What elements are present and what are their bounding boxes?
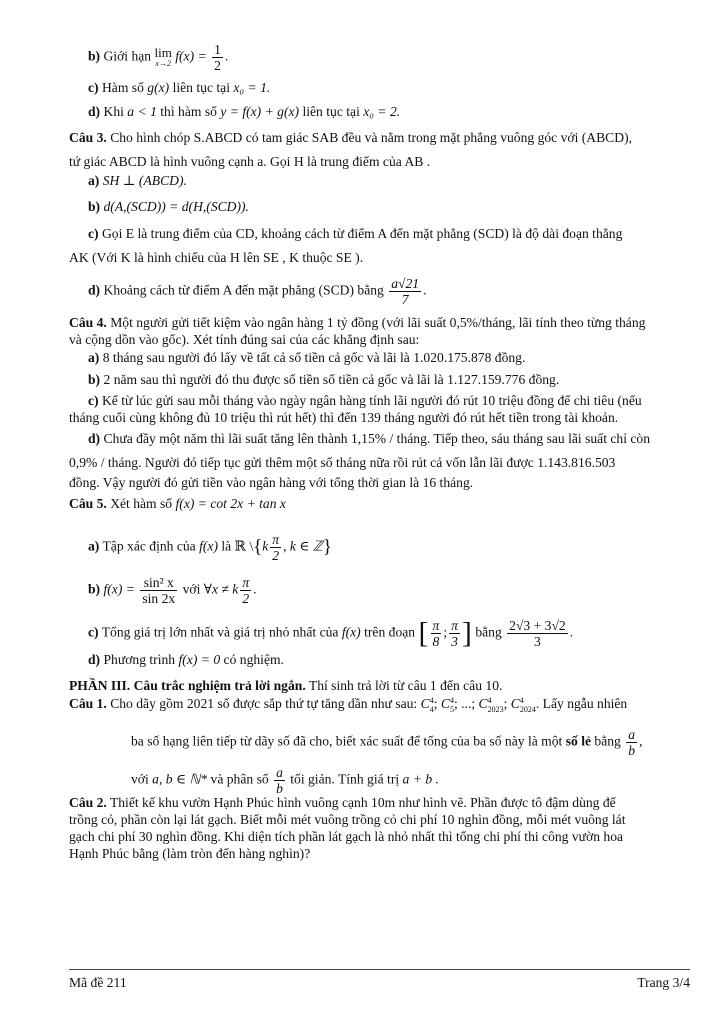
c4-item-b	[88, 371, 559, 389]
left-bracket: [	[418, 616, 429, 650]
item-text: 8 tháng sau người đó lấy về tất cả số tiền cả gốc và lãi là 1.020.175.878 đồng.	[102, 350, 526, 365]
footer-divider	[69, 969, 690, 970]
item-text: Phương trình	[103, 652, 176, 667]
fraction	[449, 618, 460, 649]
q1-line1: Câu 1. Cho dãy gồm 2021 số được sắp thứ tự tăng dần như sau: C 4 4 ; C 4 5 ; ...; C 4 2023 ; C 4 2024 . Lấy ngẫu nhiên	[69, 695, 628, 714]
term-sub: 4	[429, 704, 434, 714]
numerator: a	[276, 765, 283, 780]
item-text: có nghiệm.	[223, 652, 284, 667]
math-expr: x₀ = 1.	[233, 80, 271, 95]
item-label: d)	[88, 282, 101, 298]
fraction	[389, 276, 421, 307]
c3-item-c-line2: AK (Với K là hình chiếu của H lên SE , K thuộc SE ).	[69, 250, 364, 265]
item-label: d)	[88, 431, 101, 446]
item-label: c)	[88, 226, 99, 241]
item-text: thì hàm số	[160, 104, 217, 119]
question-title: Câu 1.	[69, 696, 107, 711]
math-expr: x₀ = 2.	[363, 104, 401, 119]
c4-item-d-line3: đồng. Vậy người đó gửi tiền vào ngân hàng với tổng thời gian là 16 tháng.	[69, 475, 474, 490]
item-text: bằng	[475, 624, 502, 640]
denominator: 2	[242, 591, 250, 606]
question-text: Cho hình chóp S.ABCD có tam giác SAB đều và nằm trong mặt phẳng vuông góc với (ABCD),	[110, 130, 632, 145]
c5-item-d	[88, 651, 284, 669]
math-expr: f(x) = 0	[178, 652, 221, 667]
denominator: b	[276, 781, 283, 796]
question-text: và phân số	[210, 771, 269, 787]
c2-item-c	[88, 79, 270, 97]
fraction	[270, 532, 281, 563]
right-brace: }	[322, 536, 333, 558]
c4-item-a	[88, 349, 525, 367]
item-label: b)	[88, 372, 101, 387]
question-text: với	[131, 771, 149, 787]
term-sup: 4	[519, 695, 524, 705]
fraction	[212, 42, 223, 73]
math-expr: f(x) = cot 2x + tan x	[175, 496, 286, 511]
math-expr: 2021	[186, 696, 215, 711]
term-sup: 4	[487, 695, 492, 705]
math-expr: y = f(x) + g(x)	[220, 104, 300, 119]
item-text: là	[221, 538, 232, 554]
c5-item-c: c) Tổng giá trị lớn nhất và giá trị nhỏ nhất của f(x) trên đoạn [ $\frac{\pi}{8}$ ; $\frac{\pi}{3}$ ] bằng $\frac{2√3 + 3√2}{3}$ .	[88, 616, 574, 650]
fraction	[507, 618, 568, 649]
denominator: 2	[214, 58, 221, 73]
q1-line3	[131, 765, 439, 796]
sequence-term	[420, 695, 434, 714]
question-text: tối giản. Tính giá trị	[290, 771, 400, 787]
item-text: với	[182, 581, 201, 597]
item-label: d)	[88, 104, 101, 119]
numerator: π	[272, 532, 280, 547]
math-expr: , k ∈ ℤ	[283, 538, 323, 554]
math-expr: f(x)	[199, 538, 218, 554]
question-title: Câu 5.	[69, 496, 107, 511]
c4-item-d-line2: 0,9% / tháng. Người đó tiếp tục gửi thêm một số tháng nữa rồi rút cả vốn lẫn lãi được 1.143.816.503	[69, 455, 616, 470]
c3-stem-line1	[69, 129, 632, 147]
question-title: Câu 2.	[69, 795, 107, 810]
term-symbol: C	[510, 696, 520, 711]
question-title: Câu 4.	[69, 315, 107, 330]
math-expr: f(x)	[341, 624, 361, 640]
right-bracket: ]	[461, 616, 472, 650]
q1-line2: ba số hạng liên tiếp từ dãy số đã cho, biết xác suất để tổng của ba số này là một số lẻ bằng $\frac{a}{b}$ ,	[131, 727, 643, 758]
item-text: Giới hạn	[103, 48, 152, 64]
item-text: Kể từ lúc gửi sau mỗi tháng vào ngày ngân hàng tính lãi người đó rút 10 triệu đồng để chi tiêu (nếu	[101, 393, 642, 408]
denominator: 3	[534, 634, 541, 649]
denominator: 7	[401, 292, 409, 307]
math-expr: k	[262, 538, 269, 554]
c4-stem-line1	[69, 314, 645, 332]
c3-stem-line2: tứ giác ABCD là hình vuông cạnh a. Gọi H là trung điểm của AB .	[69, 154, 431, 169]
numerator: π	[432, 618, 440, 633]
section-heading	[69, 677, 502, 695]
c5-stem	[69, 495, 286, 513]
fraction	[626, 727, 637, 758]
q2-line1	[69, 794, 616, 812]
numerator: sin² x	[140, 575, 177, 591]
item-text: Khi	[103, 104, 124, 119]
c3-item-c	[88, 225, 622, 243]
term-symbol: C	[478, 696, 488, 711]
term-sup: 4	[429, 695, 434, 705]
item-text: trên đoạn	[364, 624, 416, 640]
q2-line3: gạch chi phí 30 nghìn đồng. Khi diện tích phần lát gạch là nhỏ nhất thì tổng chi phí thi công vườn hoa	[69, 829, 624, 844]
denominator: b	[628, 743, 636, 758]
denominator: sin 2x	[142, 591, 176, 606]
lim-sub: x→2	[155, 58, 171, 68]
c4-stem-line2: và cộng dồn vào gốc). Xét tính đúng sai của các khẳng định sau:	[69, 332, 420, 347]
c5-item-b: b) f(x) = $\frac{\text{sin² x}}{\sin 2x}$ với ∀x ≠ k $\frac{\pi}{2}$ .	[88, 575, 257, 606]
c4-item-d	[88, 430, 650, 448]
lim-text: lim	[154, 44, 172, 60]
numerator: a√21	[391, 276, 420, 291]
item-label: a)	[88, 350, 100, 365]
c5-item-a	[88, 532, 332, 563]
item-text: 2 năm sau thì người đó thu được số tiền số tiền cả gốc và lãi là 1.127.159.776 đồng.	[103, 372, 560, 387]
fraction	[240, 575, 251, 606]
fraction	[274, 765, 285, 796]
section-title: PHẦN III. Câu trắc nghiệm trả lời ngắn.	[69, 678, 306, 693]
item-text: Gọi E là trung điểm của CD, khoảng cách từ điểm A đến mặt phẳng (SCD) là độ dài đoạn thẳng	[101, 226, 623, 241]
numerator: π	[451, 618, 458, 633]
item-label: a)	[88, 538, 100, 554]
item-text: Chưa đầy một năm thì lãi suất tăng lên thành 1,15% / tháng. Tiếp theo, sáu tháng sau lãi suất chỉ còn	[103, 431, 650, 446]
denominator: 3	[451, 634, 458, 649]
left-brace: {	[253, 536, 263, 558]
exam-code: Mã đề 211	[69, 975, 127, 990]
numerator: 1	[214, 42, 221, 57]
c3-item-b	[88, 198, 249, 216]
item-label: b)	[88, 199, 101, 214]
item-text: liên tục tại	[172, 80, 230, 95]
question-text: bằng	[594, 733, 621, 749]
term-sub: 5	[449, 704, 454, 714]
item-text: Tổng giá trị lớn nhất và giá trị nhỏ nhất của	[101, 624, 339, 640]
emphasis-text: số lẻ	[565, 733, 592, 749]
question-text: ba số hạng liên tiếp từ dãy số đã cho, biết xác suất để tổng của ba số này là một	[131, 733, 563, 749]
item-text: Tập xác định của	[102, 538, 196, 554]
fraction	[140, 575, 177, 606]
page-number: Trang 3/4	[637, 975, 690, 990]
math-expr: g(x)	[147, 80, 170, 95]
math-expr: SH ⊥ (ABCD).	[102, 173, 187, 188]
limit-symbol	[154, 44, 172, 69]
math-expr: a < 1	[127, 104, 157, 119]
sequence-term	[440, 695, 454, 714]
item-text: Khoảng cách từ điểm A đến mặt phẳng (SCD) bằng	[103, 282, 384, 298]
c4-item-c	[88, 392, 642, 410]
question-title: Câu 3.	[69, 130, 107, 145]
math-set: ℝ \	[234, 538, 254, 554]
item-label: c)	[88, 393, 99, 408]
item-label: a)	[88, 173, 100, 188]
sequence-ellipsis: ; ...;	[453, 696, 476, 711]
denominator: 2	[272, 548, 280, 563]
term-symbol: C	[420, 696, 430, 711]
denominator: 8	[432, 634, 440, 649]
item-label: c)	[88, 624, 99, 640]
math-expr: a + b .	[402, 771, 439, 787]
math-expr: f(x) =	[103, 581, 135, 597]
item-text: Hàm số	[101, 80, 144, 95]
c3-item-d: d) Khoảng cách từ điểm A đến mặt phẳng (SCD) bằng $\frac{a√21}{7}$ .	[88, 276, 427, 307]
question-text: Xét hàm số	[110, 496, 173, 511]
math-expr: a, b ∈ ℕ*	[152, 771, 208, 787]
fraction	[431, 618, 442, 649]
math-expr: d(A,(SCD)) = d(H,(SCD)).	[103, 199, 249, 214]
question-text: Cho dãy gồm	[110, 696, 184, 711]
numerator: a	[628, 727, 636, 742]
question-text: . Lấy ngẫu nhiên	[535, 696, 628, 711]
question-text: số được sắp thứ tự tăng dần như sau:	[217, 696, 418, 711]
item-label: c)	[88, 80, 99, 95]
c2-item-d	[88, 103, 400, 121]
q2-line2: trồng cỏ, phần còn lại lát gạch. Biết mỗi mét vuông trồng cỏ chi phí 10 nghìn đồng, mỗi mét vuông lát	[69, 812, 626, 827]
sequence-term	[510, 695, 536, 714]
term-symbol: C	[440, 696, 450, 711]
c3-item-a	[88, 172, 187, 190]
section-subtitle: Thí sinh trả lời từ câu 1 đến câu 10.	[308, 678, 503, 693]
numerator: π	[242, 575, 250, 590]
item-label: b)	[88, 581, 101, 597]
c2-item-b: b) Giới hạn lim x→2 f(x) = $\frac{1}{2}$ .	[88, 42, 229, 73]
term-sub: 2023	[487, 704, 504, 714]
question-text: Thiết kế khu vườn Hạnh Phúc hình vuông cạnh 10m như hình vẽ. Phần được tô đậm dùng để	[109, 795, 616, 810]
sequence-term	[478, 695, 504, 714]
item-label: b)	[88, 48, 101, 64]
question-text: Một người gửi tiết kiệm vào ngân hàng 1 tỷ đồng (với lãi suất 0,5%/tháng, lãi tính theo từng tháng	[110, 315, 646, 330]
term-sub: 2024	[519, 704, 536, 714]
numerator: 2√3 + 3√2	[509, 618, 566, 633]
item-label: d)	[88, 652, 101, 667]
math-expr: ∀x ≠ k	[203, 581, 239, 597]
item-text: liên tục tại	[302, 104, 360, 119]
q2-line4: Hạnh Phúc bằng (làm tròn đến hàng nghìn)?	[69, 846, 311, 861]
term-sup: 4	[449, 695, 454, 705]
c4-item-c-line2: tháng cuối cùng không đủ 10 triệu thì rút hết) thì đến 139 tháng người đó rút hết tiền trong tài khoản.	[69, 410, 619, 425]
math-expr: f(x) =	[175, 48, 207, 64]
